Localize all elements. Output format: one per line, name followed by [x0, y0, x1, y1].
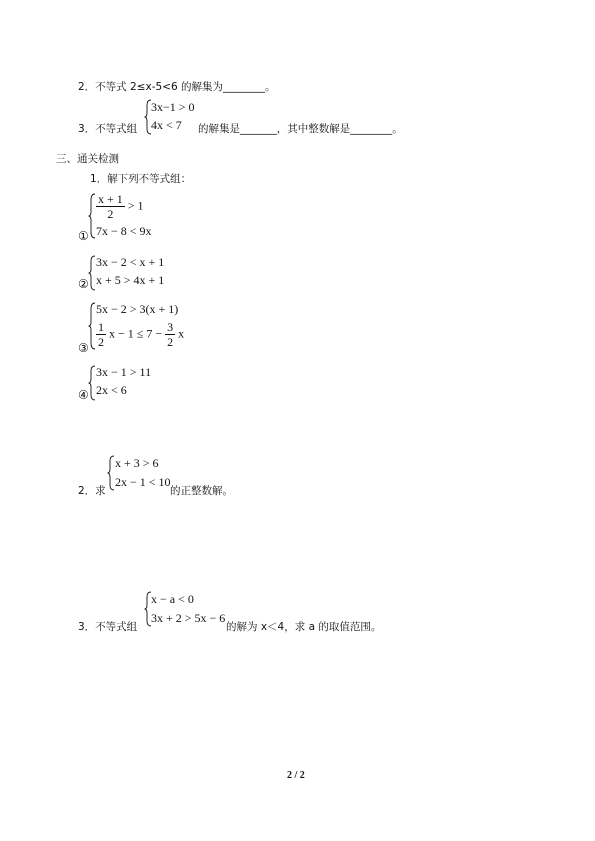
part-suffix: 的正整数解。	[170, 485, 233, 497]
part-number: 1．	[90, 173, 108, 185]
system-line-1: 3x−1 > 0	[151, 100, 195, 114]
fraction-numerator: 1	[98, 320, 104, 334]
item-marker: ③	[78, 341, 89, 355]
part-3-label	[78, 619, 137, 634]
section-title: 三、通关检测	[56, 153, 119, 165]
fraction-numerator: x + 1	[98, 192, 123, 206]
page-number: 2 / 2	[287, 770, 305, 781]
system-line-1: 3x − 2 < x + 1	[96, 255, 165, 269]
system-line-2: 2x − 1 < 10	[115, 475, 171, 489]
question-suffix: 的解集是_______，其中整数解是________。	[198, 123, 403, 135]
fraction-denominator: 2	[98, 335, 104, 349]
question-number: 3．	[78, 123, 96, 135]
question-number: 2．	[78, 81, 96, 93]
question-text: 不等式 2≤x-5<6 的解集为________。	[95, 81, 276, 93]
part-text: 解下列不等式组：	[107, 173, 192, 185]
left-brace	[88, 302, 96, 350]
system-line-2: 3x + 2 > 5x − 6	[151, 611, 226, 625]
part-2-label: 2．求	[78, 485, 106, 497]
inequality-tail: > 1	[127, 198, 144, 213]
system-line-2	[96, 321, 184, 348]
inequality-tail: x	[178, 326, 185, 341]
question-3-label	[78, 121, 137, 136]
left-brace	[107, 455, 115, 491]
system-line-2: 7x − 8 < 9x	[96, 224, 152, 238]
system-line-2: 2x < 6	[96, 383, 127, 397]
system-line-1: x + 3 > 6	[115, 456, 159, 470]
left-brace	[88, 255, 96, 291]
item-marker: ②	[78, 277, 89, 291]
part-number: 3．	[78, 621, 96, 633]
fraction	[96, 321, 106, 348]
inequality-middle: x − 1 ≤ 7 −	[109, 326, 163, 341]
part-suffix: 的解为 x＜4，求 a 的取值范围。	[226, 621, 382, 633]
system-line-1	[96, 193, 144, 220]
system-line-1: 3x − 1 > 11	[96, 365, 152, 379]
system-line-1: x − a < 0	[151, 592, 194, 606]
system-line-2: x + 5 > 4x + 1	[96, 273, 165, 287]
fraction-denominator: 2	[167, 335, 174, 349]
part-1-label	[90, 171, 191, 186]
left-brace	[88, 365, 96, 401]
left-brace	[88, 193, 96, 239]
part-prefix: 不等式组	[95, 621, 138, 633]
system-line-1: 5x − 2 > 3(x + 1)	[96, 302, 179, 316]
item-marker: ④	[78, 388, 89, 402]
question-prefix: 不等式组	[95, 123, 138, 135]
fraction-denominator: 2	[107, 207, 114, 221]
fraction	[96, 193, 125, 220]
item-marker: ①	[78, 229, 89, 243]
fraction-numerator: 3	[167, 320, 174, 334]
system-line-2: 4x < 7	[151, 118, 182, 132]
fraction	[165, 321, 175, 348]
question-2	[78, 79, 276, 94]
